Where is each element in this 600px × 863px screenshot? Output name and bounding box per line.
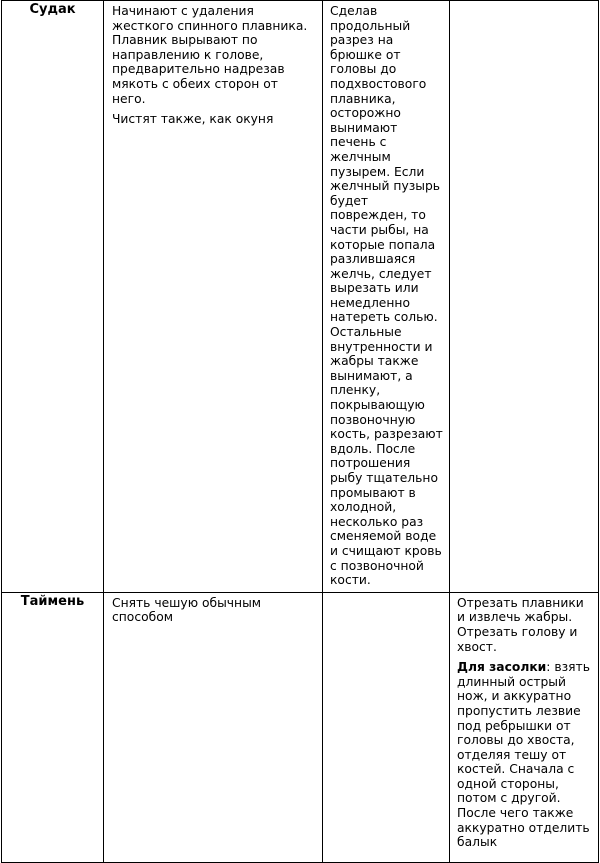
scaling-text: Начинают с удаления жесткого спинного плавника. Плавник вырывают по направлению к голове, предварительно надрезав мякоть с обеих сторон от него. — [112, 4, 308, 106]
fish-name-cell: Таймень — [2, 592, 104, 862]
cutting-cell — [450, 1, 599, 593]
scaling-text: Снять чешую обычным способом — [112, 595, 262, 625]
cutting-text: Отрезать плавники и извлечь жабры. Отрезать голову и хвост. — [457, 595, 584, 654]
salting-text: : взять длинный острый нож, и аккуратно пропустить лезвие под ребрышки от головы до хвоста, отделяя тешу от костей. Сначала с одной стороны, потом с другой. После чего также аккуратно отделить балык — [457, 660, 590, 850]
table-row-sudak — [2, 1, 599, 593]
cutting-cell — [450, 592, 599, 862]
scaling-cell — [104, 592, 323, 862]
salting-label: Для засолки — [457, 660, 547, 675]
cutting-text-salting — [457, 660, 594, 850]
scaling-cell — [104, 1, 323, 593]
scaling-text: Чистят также, как окуня — [112, 112, 274, 127]
fish-processing-table — [1, 0, 599, 863]
gutting-cell: Сделав продольный разрез на брюшке от головы до подхвостового плавника, осторожно вынимают печень с желчным пузырем. Если желчный пузырь будет поврежден, то части рыбы, на которые попала разлившаяся желчь, следует вырезать или немедленно натереть солью. Остальные внутренности и жабры также вынимают, а пленку, покрывающую позвоночную кость, разрезают вдоль. После потрошения рыбу тщательно промывают в холодной, несколько раз сменяемой воде и счищают кровь с позвоночной кости. — [323, 1, 450, 593]
fish-name-cell: Судак — [2, 1, 104, 593]
table-row-taimen — [2, 592, 599, 862]
gutting-cell — [323, 592, 450, 862]
